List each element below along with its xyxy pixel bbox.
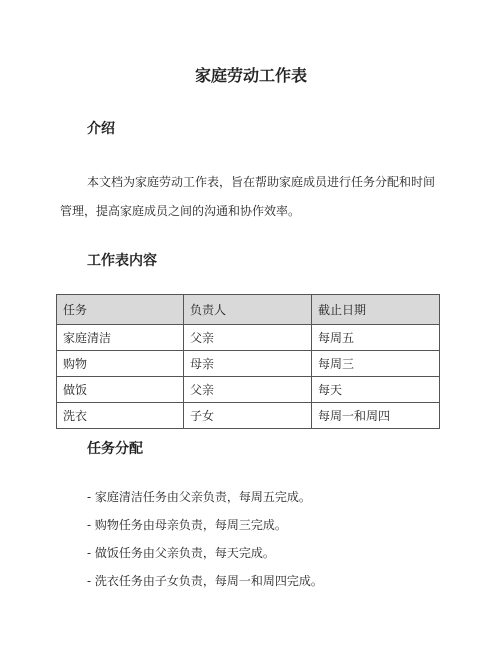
table-header-row bbox=[57, 295, 440, 325]
list-item: - 洗衣任务由子女负责，每周一和周四完成。 bbox=[87, 574, 323, 588]
document-title: 家庭劳动工作表 bbox=[194, 66, 307, 85]
worksheet-table bbox=[56, 294, 440, 429]
table-cell: 家庭清洁 bbox=[57, 325, 184, 351]
intro-paragraph: 本文档为家庭劳动工作表，旨在帮助家庭成员进行任务分配和时间管理，提高家庭成员之间的沟通和协作效率。 bbox=[60, 175, 436, 218]
table-cell: 子女 bbox=[184, 403, 312, 429]
table-row bbox=[57, 403, 440, 429]
table-cell: 每天 bbox=[312, 377, 440, 403]
table-cell: 父亲 bbox=[184, 325, 312, 351]
assignment-list bbox=[87, 483, 323, 595]
list-item: - 家庭清洁任务由父亲负责，每周五完成。 bbox=[87, 490, 311, 504]
worksheet-heading: 工作表内容 bbox=[87, 253, 157, 269]
table-cell: 每周一和周四 bbox=[312, 403, 440, 429]
table-row bbox=[57, 325, 440, 351]
table-cell: 购物 bbox=[57, 351, 184, 377]
intro-heading: 介绍 bbox=[87, 121, 115, 137]
column-header-deadline: 截止日期 bbox=[312, 295, 440, 325]
column-header-task: 任务 bbox=[57, 295, 184, 325]
column-header-owner: 负责人 bbox=[184, 295, 312, 325]
table-cell: 母亲 bbox=[184, 351, 312, 377]
table-cell: 洗衣 bbox=[57, 403, 184, 429]
table-cell: 做饭 bbox=[57, 377, 184, 403]
table-cell: 每周三 bbox=[312, 351, 440, 377]
assignment-heading: 任务分配 bbox=[87, 441, 143, 457]
table-row bbox=[57, 377, 440, 403]
list-item: - 做饭任务由父亲负责，每天完成。 bbox=[87, 546, 275, 560]
table-row bbox=[57, 351, 440, 377]
table-cell: 每周五 bbox=[312, 325, 440, 351]
table-cell: 父亲 bbox=[184, 377, 312, 403]
list-item: - 购物任务由母亲负责，每周三完成。 bbox=[87, 518, 287, 532]
